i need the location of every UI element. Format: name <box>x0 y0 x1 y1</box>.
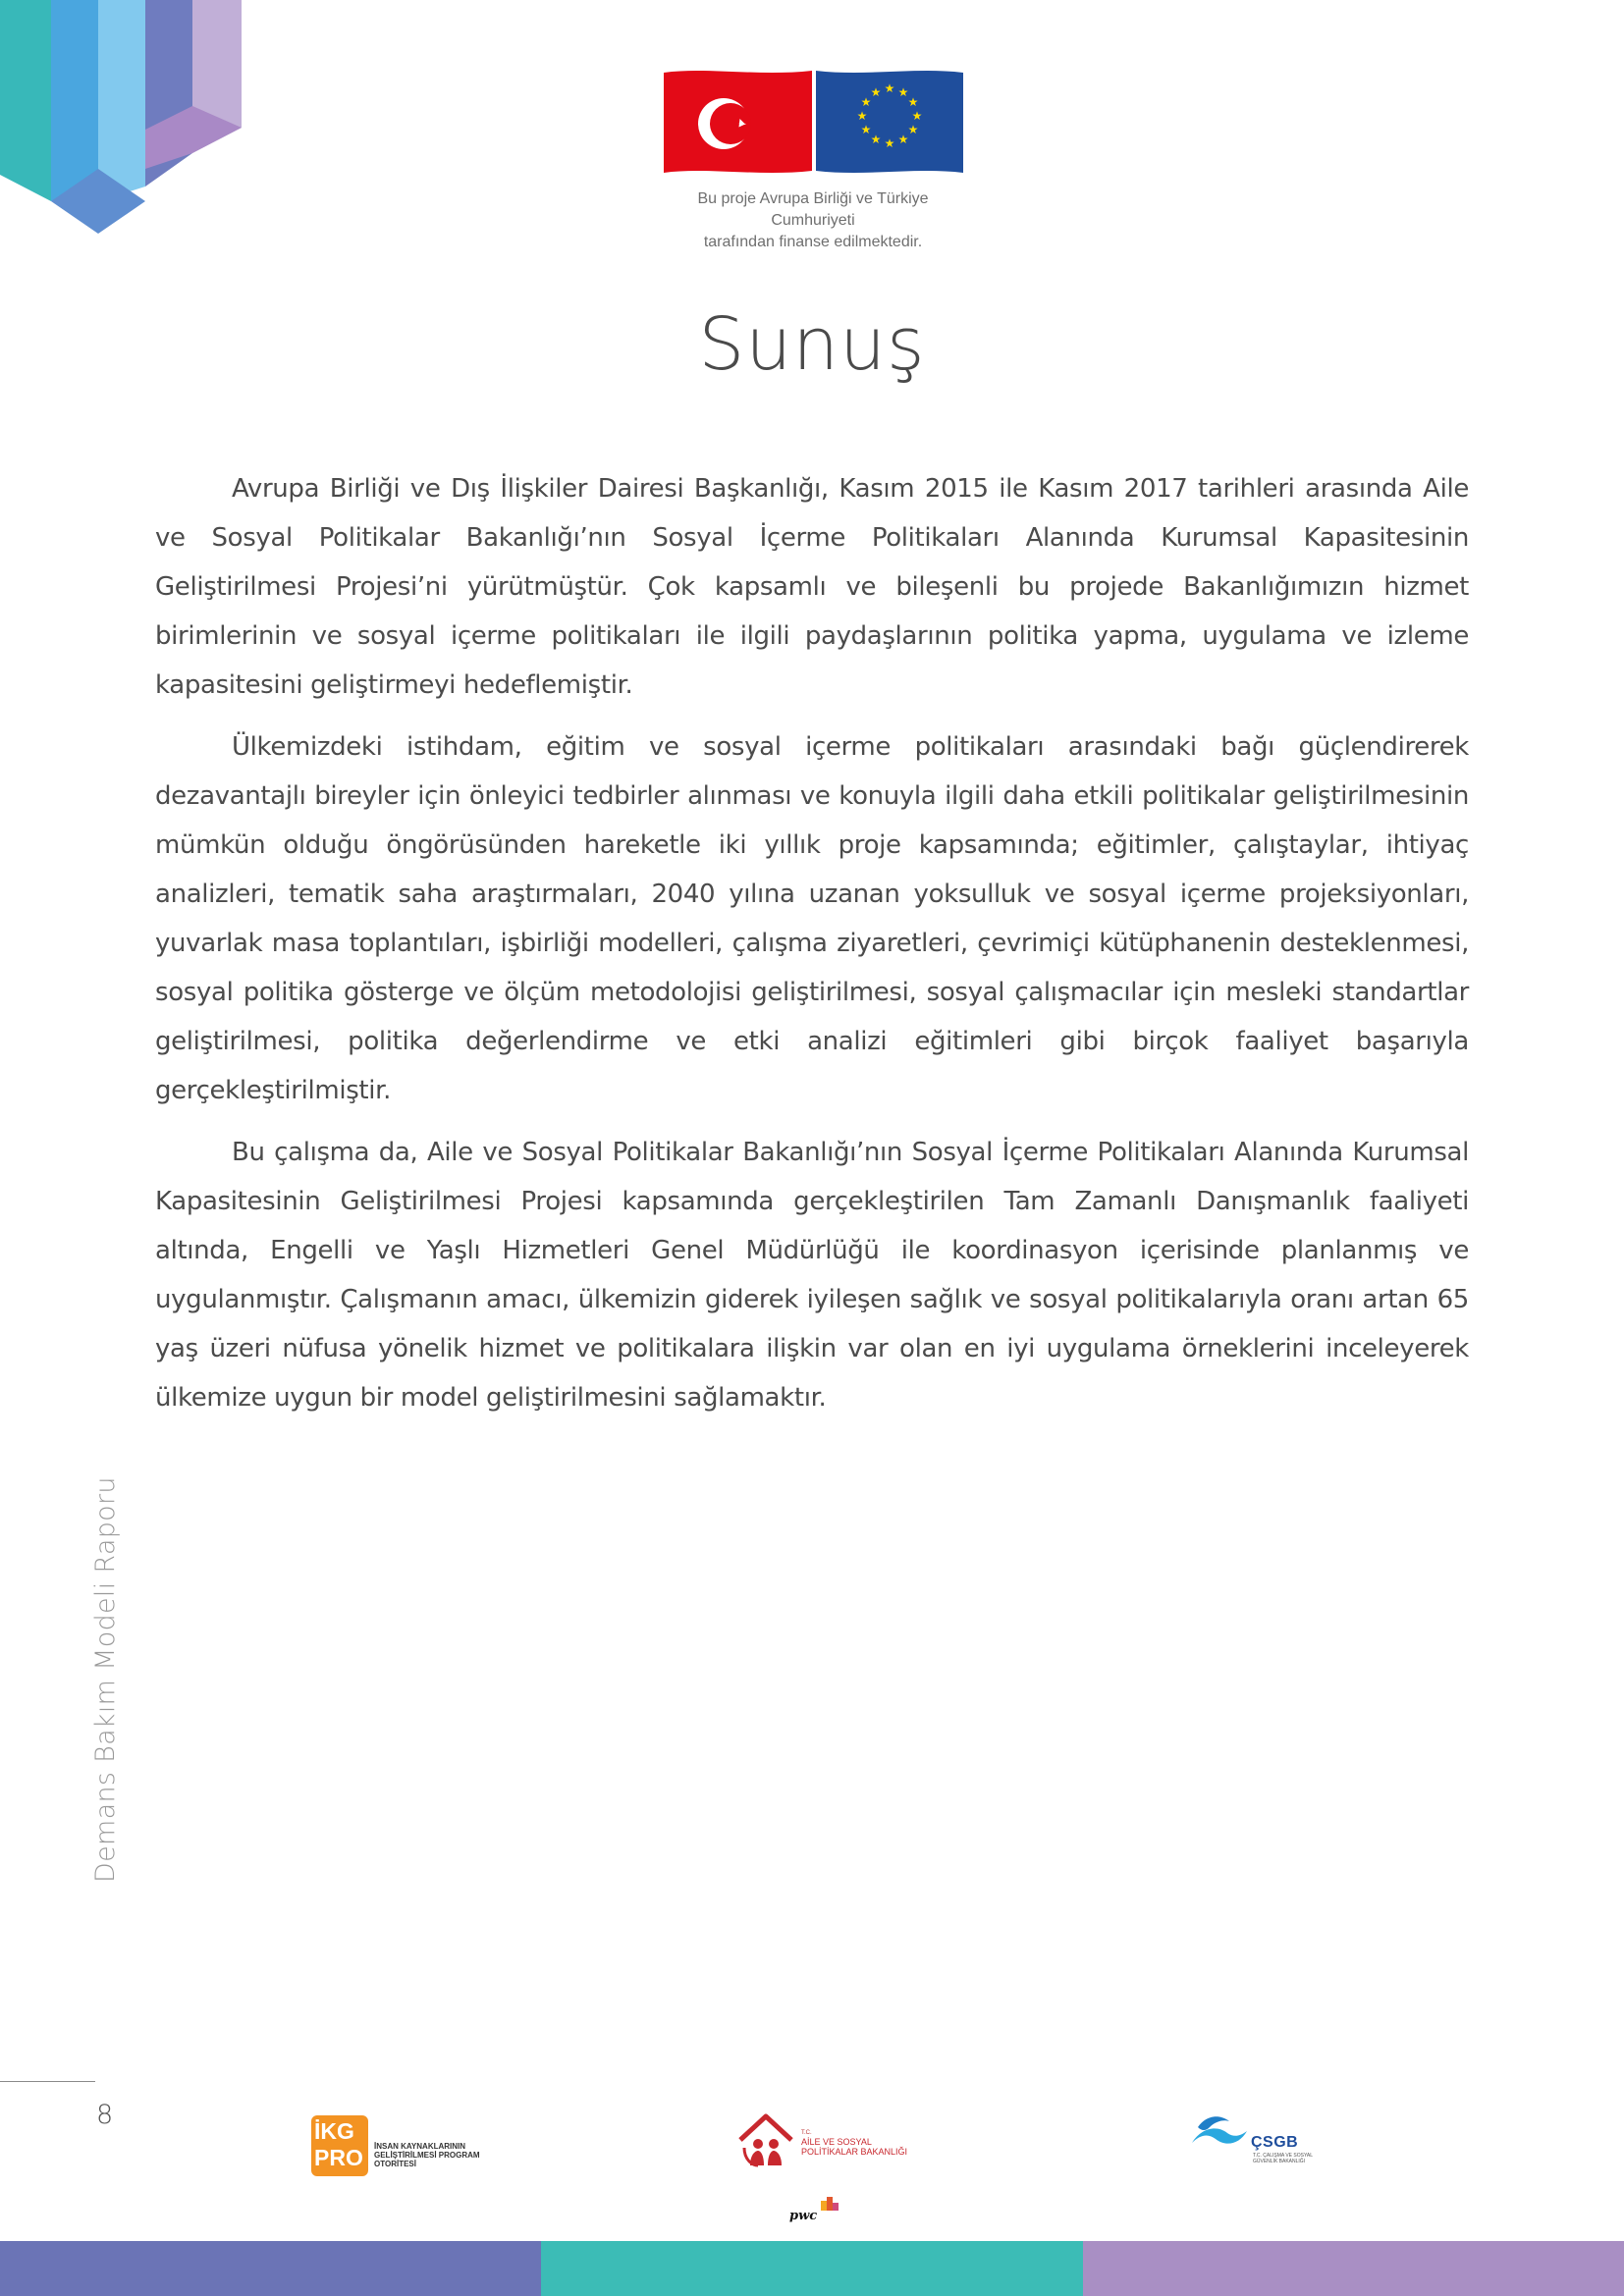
ikg-mark-bottom: PRO <box>314 2145 363 2170</box>
svg-text:★: ★ <box>860 123 872 136</box>
csgb-name: ÇSGB <box>1251 2134 1299 2151</box>
sidebar-divider <box>0 2081 95 2082</box>
svg-text:★: ★ <box>856 109 868 123</box>
funding-caption-line2: tarafından finanse edilmektedir. <box>703 234 923 250</box>
csgb-wave-icon <box>1188 2113 1251 2159</box>
svg-text:★: ★ <box>884 81 895 95</box>
asp-prefix: T.C. <box>801 2130 812 2136</box>
svg-text:★: ★ <box>870 133 882 146</box>
pwc-mark-icon <box>819 2195 840 2211</box>
paragraph-1: Avrupa Birliği ve Dış İlişkiler Dairesi Başkanlığı, Kasım 2015 ile Kasım 2017 tarihleri arasında Aile ve Sosyal Politikalar Bakanlığı’nın Sosyal İçerme Politikaları Alanında Kurumsal Kapasitesinin Geliştirilmesi Projesi’ni yürütmüştür. Çok kapsamlı ve bileşenli bu projede Bakanlığımızın hizmet birimlerinin ve sosyal içerme politikaları ile ilgili paydaşlarının politika yapma, uygulama ve izleme kapasitesini geliştirmeyi hedeflemiştir. <box>155 474 1469 700</box>
paragraph-3: Bu çalışma da, Aile ve Sosyal Politikalar Bakanlığı’nın Sosyal İçerme Politikaları Alanında Kurumsal Kapasitesinin Geliştirilmesi Projesi kapsamında gerçekleştirilen Tam Zamanlı Danışmanlık faaliyeti altında, Engelli ve Yaşlı Hizmetleri Genel Müdürlüğü ile koordinasyon içerisinde planlanmış ve uygulanmıştır. Çalışmanın amacı, ülkemizin giderek iyileşen sağlık ve sosyal politikalarıyla oranı artan 65 yaş üzeri nüfusa yönelik hizmet ve politikalara ilişkin var olan en iyi uygulama örneklerini inceleyerek ülkemize uygun bir model geliştirilmesini sağlamaktır. <box>155 1138 1469 1413</box>
svg-text:★: ★ <box>870 85 882 99</box>
page-title: Sunuş <box>698 302 926 387</box>
svg-text:★: ★ <box>911 109 923 123</box>
bottom-bar-middle <box>541 2241 1082 2296</box>
body-text <box>155 464 1469 1435</box>
csgb-ministry-name: T.C. ÇALIŞMA VE SOSYAL GÜVENLİK BAKANLIĞI <box>1253 2153 1313 2164</box>
asp-name <box>801 2130 919 2157</box>
funding-caption-line1: Bu proje Avrupa Birliği ve Türkiye Cumhuriyeti <box>697 190 929 229</box>
funding-caption <box>661 188 965 253</box>
report-title-text: Demans Bakım Modeli Raporu <box>90 1476 121 1883</box>
svg-text:★: ★ <box>897 133 909 146</box>
asp-house-icon <box>734 2110 797 2169</box>
ikg-pro-logo <box>311 2115 498 2178</box>
page-number: 8 <box>96 2100 114 2130</box>
asp-ministry-name: AİLE VE SOSYAL POLİTİKALAR BAKANLIĞI <box>801 2137 908 2157</box>
ikg-mark-top: İKG <box>314 2118 354 2144</box>
ikg-pro-name: İNSAN KAYNAKLARININ GELİŞTİRİLMESİ PROGRAM OTORİTESİ <box>374 2142 480 2168</box>
bottom-bar-left <box>0 2241 541 2296</box>
bottom-color-bar <box>0 2241 1624 2296</box>
ikg-pro-mark <box>311 2115 368 2176</box>
pwc-wordmark: pwc <box>789 2209 818 2223</box>
svg-text:★: ★ <box>907 123 919 136</box>
svg-text:★: ★ <box>884 136 895 150</box>
asp-and-pwc-logos <box>734 2110 931 2228</box>
funding-flags <box>661 69 965 250</box>
svg-text:★: ★ <box>907 95 919 109</box>
corner-decoration <box>0 0 245 236</box>
svg-text:★: ★ <box>860 95 872 109</box>
bottom-bar-right <box>1083 2241 1624 2296</box>
csgb-logo <box>1188 2113 1335 2182</box>
svg-text:★: ★ <box>897 85 909 99</box>
paragraph-2: Ülkemizdeki istihdam, eğitim ve sosyal içerme politikaları arasındaki bağı güçlendirerek dezavantajlı bireyler için önleyici tedbirler alınması ve konuyla ilgili daha etkili politikalar geliştirilmesinin mümkün olduğu öngörüsünden hareketle iki yıllık proje kapsamında; eğitimler, çalıştaylar, ihtiyaç analizleri, tematik saha araştırmaları, 2040 yılına uzanan yoksulluk ve sosyal içerme projeksiyonları, yuvarlak masa toplantıları, işbirliği modelleri, çalışma ziyaretleri, çevrimiçi kütüphanenin desteklenmesi, sosyal politika gösterge ve ölçüm metodolojisi geliştirilmesi, sosyal çalışmacılar için mesleki standartlar geliştirilmesi, politika değerlendirme ve etki analizi eğitimleri gibi birçok faaliyet başarıyla gerçekleştirilmiştir. <box>155 732 1469 1105</box>
flags-image <box>661 69 965 179</box>
